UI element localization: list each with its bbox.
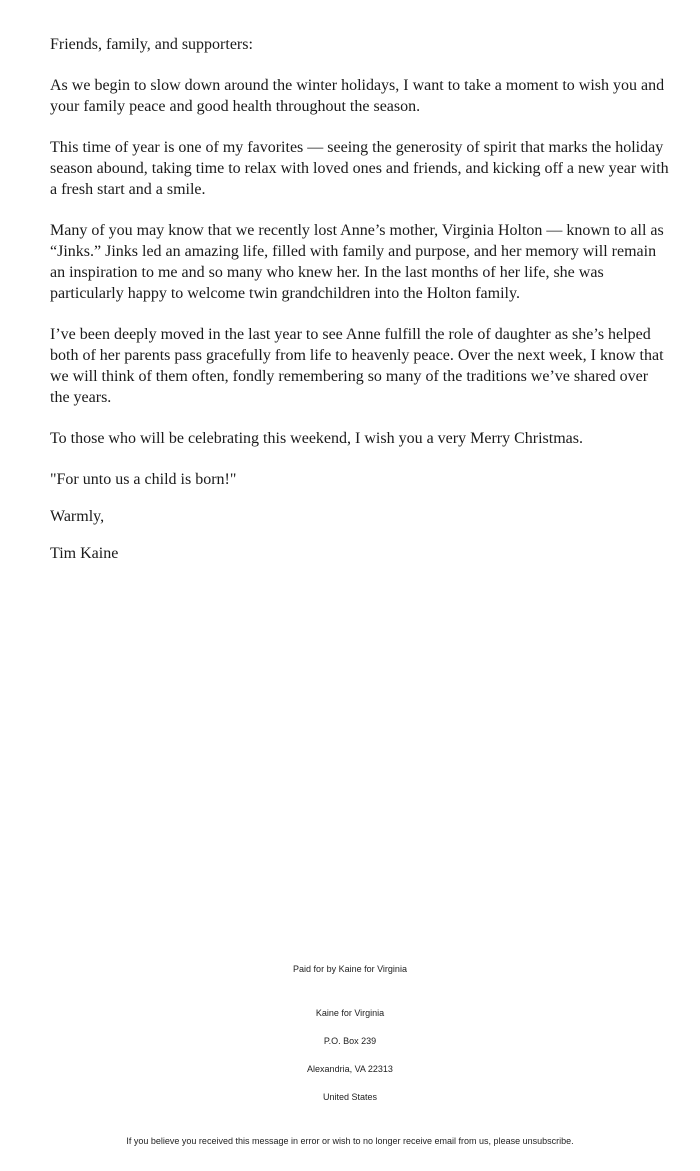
unsubscribe-notice[interactable]: If you believe you received this message in error or wish to no longer receive email from us, please unsubscribe. (126, 1136, 574, 1146)
letter-closing: Warmly, (50, 508, 105, 525)
letter-paragraph-4: I’ve been deeply moved in the last year to see Anne fulfill the role of daughter as she’s helped both of her parents pass gracefully from life to heavenly peace. Over the next week, I know that we will think of them often, fondly remembering so many of the traditions we’ve shared over the years. (50, 326, 664, 406)
footer-org-name: Kaine for Virginia (315, 1008, 385, 1018)
letter-paragraph-1: As we begin to slow down around the winter holidays, I want to take a moment to wish you and your family peace and good health throughout the season. (50, 77, 665, 115)
letter-paragraph-3: Many of you may know that we recently lost Anne’s mother, Virginia Holton — known to all as “Jinks.” Jinks led an amazing life, filled with family and purpose, and her memory will remain an inspiration to me and so many who knew her. In the last months of her life, she was particularly happy to welcome twin grandchildren into the Holton family. (50, 222, 664, 302)
footer-city-state-zip: Alexandria, VA 22313 (307, 1064, 393, 1074)
letter-signature: Tim Kaine (50, 545, 119, 562)
footer-po-box: P.O. Box 239 (323, 1036, 377, 1046)
letter-quote: "For unto us a child is born!" (50, 471, 237, 488)
footer-country: United States (322, 1092, 378, 1102)
letter-paragraph-5: To those who will be celebrating this weekend, I wish you a very Merry Christmas. (50, 430, 583, 447)
paid-for-disclaimer: Paid for by Kaine for Virginia (293, 964, 407, 974)
letter-paragraph-2: This time of year is one of my favorites — seeing the generosity of spirit that marks the holiday season abound, taking time to relax with loved ones and friends, and kicking off a new year with a fresh start and a smile. (50, 139, 669, 198)
letter-greeting: Friends, family, and supporters: (50, 36, 253, 53)
